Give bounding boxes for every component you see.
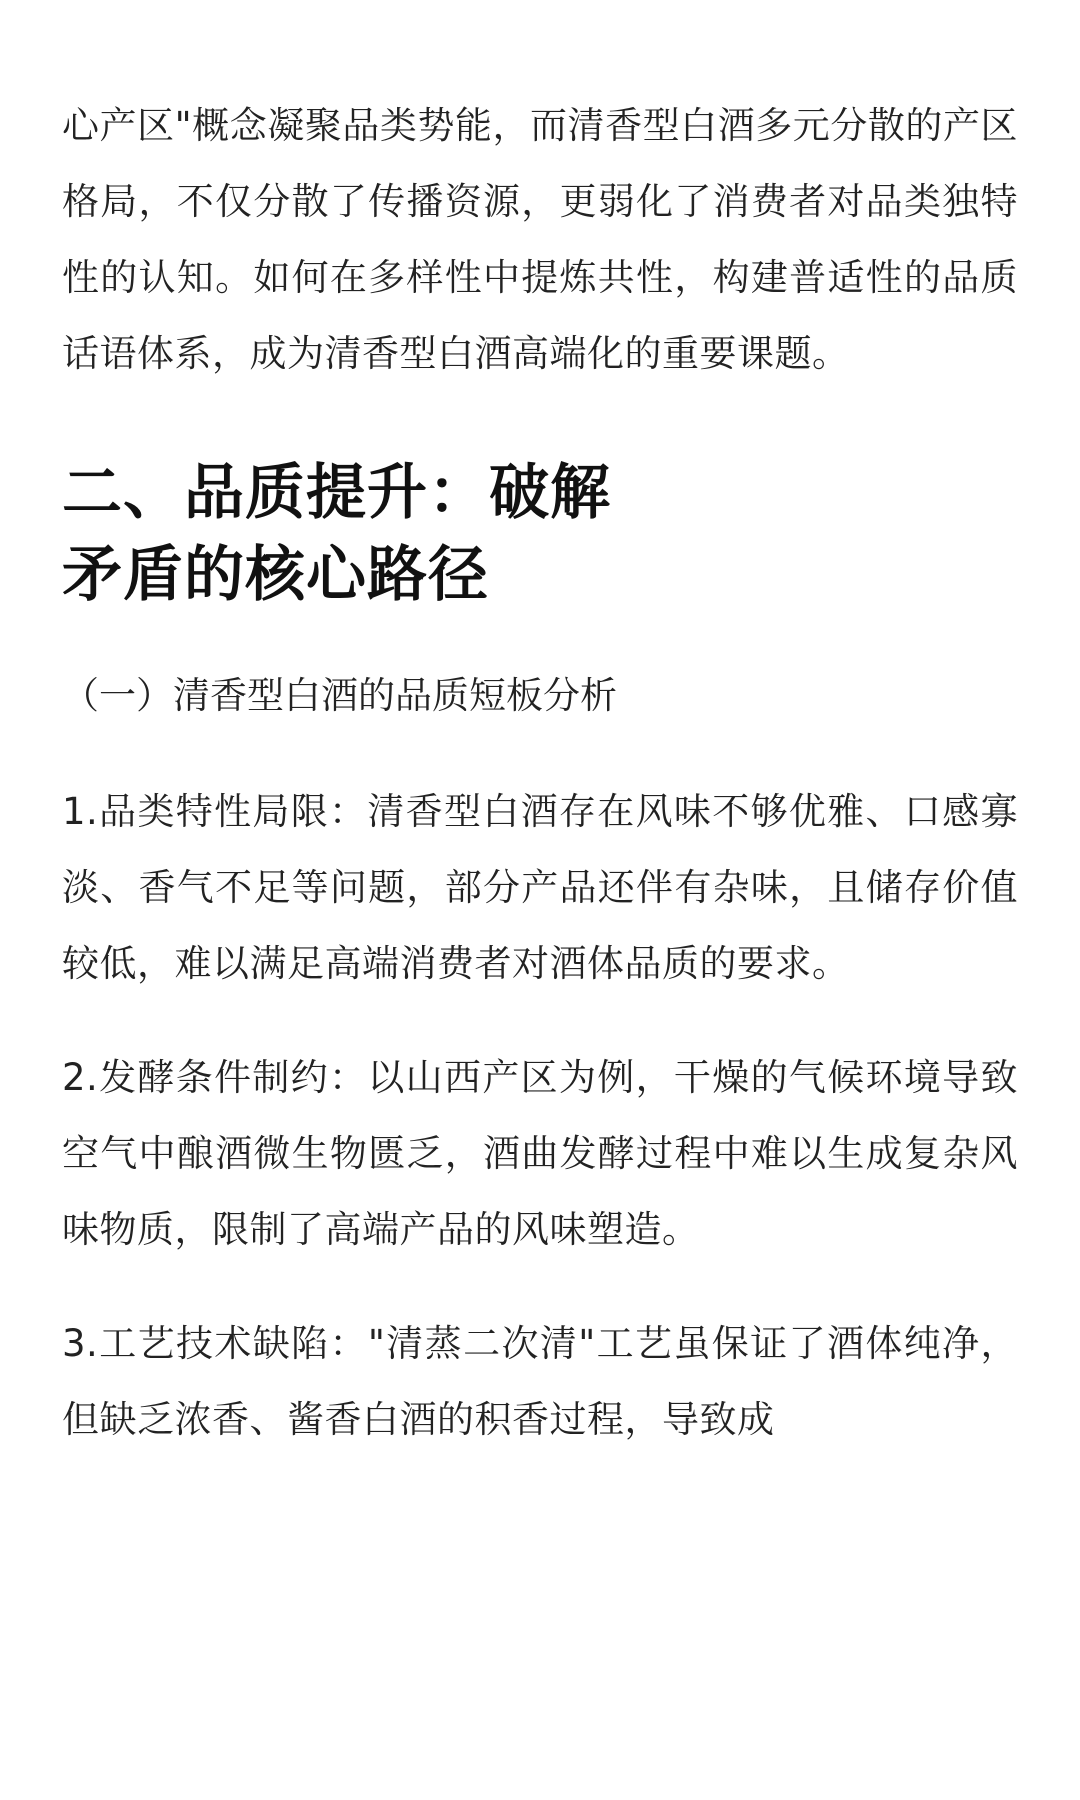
section-title xyxy=(62,452,1018,616)
section-title-line-1: 二、品质提升：破解 xyxy=(62,458,611,528)
subsection-title: （一）清香型白酒的品质短板分析 xyxy=(62,674,617,717)
point-2-paragraph: 2.发酵条件制约：以山西产区为例，干燥的气候环境导致空气中酿酒微生物匮乏，酒曲发酵过程中难以生成复杂风味物质，限制了高端产品的风味塑造。 xyxy=(62,1056,1018,1251)
intro-paragraph: 心产区"概念凝聚品类势能，而清香型白酒多元分散的产区格局，不仅分散了传播资源，更弱化了消费者对品类独特性的认知。如何在多样性中提炼共性，构建普适性的品质话语体系，成为清香型白酒高端化的重要课题。 xyxy=(62,104,1018,375)
section-title-line-2: 矛盾的核心路径 xyxy=(62,540,489,610)
point-1-paragraph: 1.品类特性局限：清香型白酒存在风味不够优雅、口感寡淡、香气不足等问题，部分产品还伴有杂味，且储存价值较低，难以满足高端消费者对酒体品质的要求。 xyxy=(62,790,1018,985)
point-3-paragraph: 3.工艺技术缺陷："清蒸二次清"工艺虽保证了酒体纯净，但缺乏浓香、酱香白酒的积香过程，导致成 xyxy=(62,1322,1018,1441)
